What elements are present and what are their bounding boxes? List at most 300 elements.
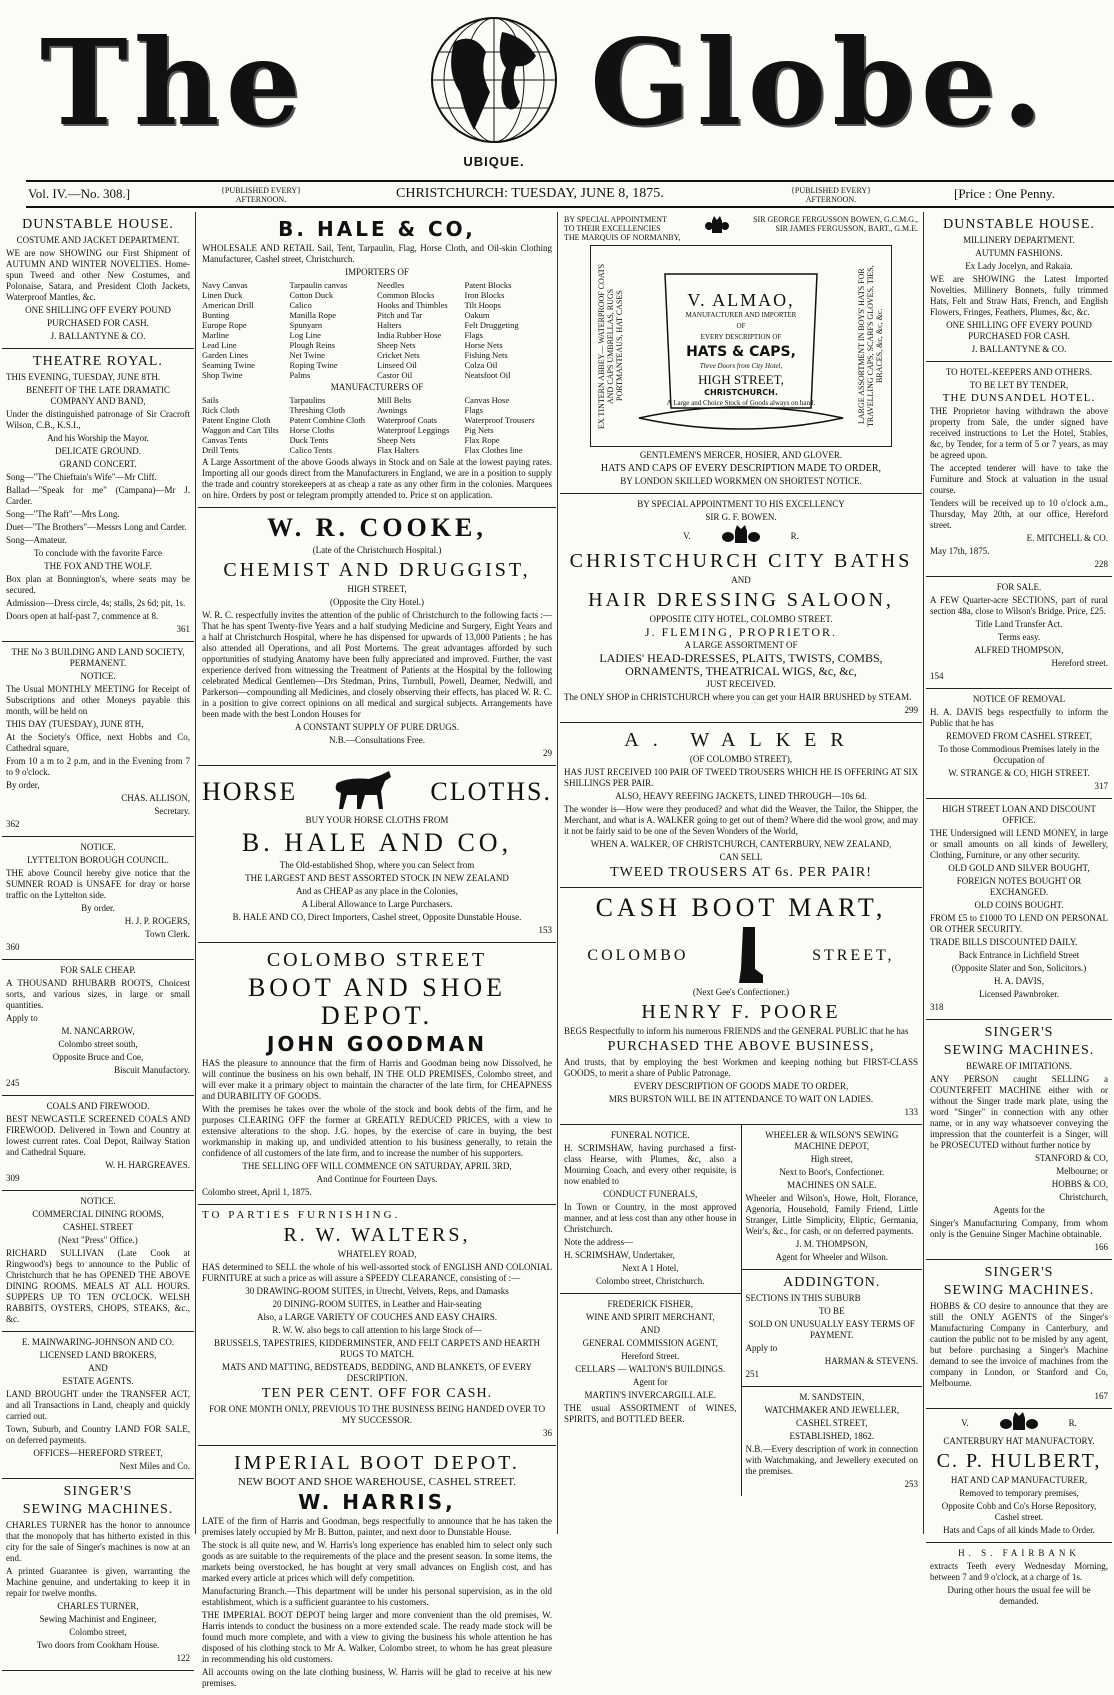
ad-line: STANFORD & CO,: [1034, 1153, 1108, 1163]
column-1: [2, 212, 194, 1663]
ad-signature: J. BALLANTYNE & CO.: [971, 344, 1067, 354]
boot-row: [564, 925, 918, 985]
goods-item: Plough Reins: [289, 340, 336, 350]
city-baths-ad: [560, 494, 922, 723]
ad-line: BY LONDON SKILLED WORKMEN ON SHORTEST NOTICE.: [620, 476, 862, 486]
ad-number: 166: [1094, 1242, 1108, 1252]
ad-title: THEATRE ROYAL.: [33, 354, 163, 369]
ad-title: IMPERIAL BOOT DEPOT.: [234, 1452, 520, 1474]
ad-title: M. SANDSTEIN,: [799, 1392, 865, 1402]
ad-subtitle: JOHN GOODMAN: [266, 1032, 488, 1056]
ad-line: Song—"The Raft"—Mrs Long.: [6, 509, 120, 519]
ad-line: By order.: [81, 903, 115, 913]
funeral-notice-ad: [560, 1125, 741, 1294]
ad-title: CLOTHS.: [430, 776, 552, 806]
ad-subtitle: C. P. HULBERT,: [936, 1450, 1102, 1472]
ad-line: R. W. W. also begs to call attention to his large Stock of—: [272, 1325, 482, 1335]
ad-subtitle: SEWING MACHINES.: [943, 1283, 1095, 1298]
ad-title: SINGER'S: [63, 1484, 133, 1499]
goods-item: Waggon and Cart Tilts: [202, 425, 279, 435]
royal-crest-icon: [721, 525, 761, 547]
ad-title: CANTERBURY HAT MANUFACTORY.: [943, 1436, 1095, 1446]
ad-line: EVERY DESCRIPTION OF: [700, 333, 782, 341]
ad-line: Two doors from Cookham House.: [36, 1640, 160, 1650]
ad-line: Biscuit Manufactory.: [114, 1065, 190, 1075]
ad-line: CAN SELL: [719, 852, 763, 862]
ad-body: A Large Assortment of the above Goods always in Stock and on Sale at the lowest paying rates. Importing all our goods direct from the Manufacturers in England, we are in a position to supply the trade and country storekeepers at as cheap a rate as any other firm in the colonies. Marquees on hire. Orders by post or telegram promptly attended to. Price st on application.: [202, 457, 552, 500]
ad-line: Also, a LARGE VARIETY OF COUCHES AND EASY CHAIRS.: [256, 1312, 498, 1322]
ad-line: FROM £5 to £1000 TO LEND ON PERSONAL OR OTHER SECURITY.: [930, 913, 1108, 934]
lyttelton-council-ad: [2, 837, 194, 960]
ad-line: SIR G. F. BOWEN.: [705, 512, 777, 522]
ad-line: CONDUCT FUNERALS,: [603, 1189, 698, 1199]
goods-item: Waterproof Leggings: [377, 425, 450, 435]
ad-body: The wonder is—How were they produced? and what did the Weaver, the Tailor, the Shipper, the Merchant, and what is A. WALKER going to get out of them? Where did the wool grow, and may it not be fairly said to be one of the Seven Wonders of the World,: [564, 804, 918, 836]
ad-body: SECTIONS IN THIS SUBURB: [745, 1293, 861, 1303]
ad-line: Next Miles and Co.: [119, 1461, 190, 1471]
ad-notice: NOTICE.: [80, 671, 116, 681]
column-rule: [923, 212, 924, 1534]
masthead-title-right: Globe.: [590, 13, 1049, 152]
goods-item: Europe Rope: [202, 320, 247, 330]
ad-line: Agent for: [632, 1377, 668, 1387]
globe-emblem: [424, 12, 564, 172]
ad-line: (Opposite Slater and Son, Solicitors.): [951, 963, 1087, 973]
ad-body: THE Proprietor having withdrawn the above property from Sale, the under signed have received instructions to Let the Hotel, Stables, &c, by Tender, for a term of 5 or 7 years, as may be agreed upon.: [930, 406, 1108, 460]
goods-item: Patent Combine Cloth: [289, 415, 366, 425]
royal-crest-row: [930, 1412, 1108, 1434]
ad-line: HIGH STREET,: [347, 584, 407, 594]
ad-line: MANUFACTURER AND IMPORTER: [685, 311, 797, 319]
ad-line: PURCHASED THE ABOVE BUSINESS,: [607, 1039, 875, 1054]
ad-line: 30 DRAWING-ROOM SUITES, in Utrecht, Velvets, Reps, and Damasks: [245, 1286, 509, 1296]
singer-hobbs-ad: [926, 1260, 1112, 1409]
crest-letter: R.: [1068, 1417, 1077, 1428]
ad-line: (Late of the Christchurch Hospital.): [312, 545, 442, 555]
ad-title: DUNSTABLE HOUSE.: [943, 217, 1095, 232]
ad-title: W. R. COOKE,: [267, 513, 487, 542]
ad-title: THE No 3 BUILDING AND LAND SOCIETY, PERMANENT.: [11, 647, 185, 668]
goods-item: Seaming Twine: [202, 360, 255, 370]
ad-line: ORNAMENTS, THEATRICAL WIGS, &c, &c,: [625, 664, 857, 678]
ad-body: During other hours the usual fee will be demanded.: [947, 1585, 1091, 1606]
hat-text: [649, 290, 833, 409]
masthead-motto: UBIQUE.: [463, 154, 525, 169]
ad-line: COLOMBO: [587, 946, 689, 964]
ad-number: 299: [904, 705, 918, 715]
goods-item: Threshing Cloth: [289, 405, 345, 415]
sandstein-watchmaker-ad: [742, 1387, 923, 1496]
ad-body: The accepted tenderer will have to take the Furniture and Stock at valuation in the usual course.: [930, 463, 1108, 495]
ad-line: Removed to temporary premises,: [959, 1488, 1079, 1498]
ad-line: Admission—Dress circle, 4s; stalls, 2s 6d; pit, 1s.: [6, 598, 186, 608]
goods-item: Garden Lines: [202, 350, 249, 360]
goods-item: Shop Twine: [202, 370, 243, 380]
royal-crest-icon: [999, 1412, 1039, 1434]
goods-item: Horse Nets: [464, 340, 503, 350]
ad-line: 20 DINING-ROOM SUITES, in Leather and Hair-seating: [272, 1299, 482, 1309]
goods-item: Neatsfoot Oil: [464, 370, 511, 380]
ad-line: FOR ONE MONTH ONLY, PREVIOUS TO THE BUSINESS BEING HANDED OVER TO MY SUCCESSOR.: [208, 1404, 546, 1425]
ad-body: N.B.—Every description of work in connection with Watchmaking, and Jewellery executed on the premises.: [745, 1444, 918, 1476]
ad-line: Next A 1 Hotel,: [622, 1263, 679, 1273]
dateline: [26, 180, 1114, 208]
ad-body: In Town or Country, in the most approved manner, and at less cost than any other house in Christchurch.: [564, 1202, 737, 1234]
ad-line: CASHEL STREET,: [796, 1418, 868, 1428]
ad-line: A Liberal Allowance to Large Purchasers.: [301, 899, 453, 909]
goods-item: Sheep Nets: [377, 340, 416, 350]
ad-line: THE LARGEST AND BEST ASSORTED STOCK IN NEW ZEALAND: [245, 873, 509, 883]
ad-line: JUST RECEIVED.: [706, 679, 776, 689]
ad-line: To those Commodious Premises lately in the Occupation of: [938, 744, 1100, 765]
boot-icon: [735, 925, 765, 985]
goods-item: Colza Oil: [464, 360, 498, 370]
ad-line: DELICATE GROUND.: [55, 446, 141, 456]
ad-line: W. STRANGE & CO, HIGH STREET.: [948, 768, 1090, 778]
ad-line: MARTIN'S INVERCARGILL ALE.: [584, 1390, 716, 1400]
ad-body: BEST NEWCASTLE SCREENED COALS AND FIREWOOD. Delivered in Town and Country at lowest current rates. Coal Depot, Railway Station and Cathedral Square.: [6, 1114, 190, 1157]
goods-item: Tarpaulin canvas: [289, 280, 348, 290]
ad-body: LATE of the firm of Harris and Goodman, begs respectfully to announce that he has taken the premises lately occupied by Mr B. Button, painter, and next door to Dunstable House.: [202, 1516, 552, 1537]
ad-body: A printed Guarantee is given, warranting the Machine genuine, and undertaking to keep it in repair for twelve months.: [6, 1566, 190, 1598]
ad-body: Tenders will be received up to 10 o'clock a.m., Thursday, May 20th, at our office, Hereford street.: [930, 498, 1108, 530]
goods-item: Waterproof Trousers: [464, 415, 535, 425]
ad-line: Duet—"The Brothers"—Messrs Long and Carder.: [6, 522, 187, 532]
ad-subtitle: CHEMIST AND DRUGGIST,: [223, 559, 531, 581]
royal-crest-icon: [704, 215, 730, 239]
ad-signature: J. M. THOMPSON,: [795, 1239, 868, 1249]
ad-number: 362: [6, 819, 20, 829]
ad-title: CHRISTCHURCH CITY BATHS: [569, 550, 913, 572]
ad-line: EVERY DESCRIPTION OF GOODS MADE TO ORDER,: [633, 1081, 849, 1091]
ad-signature: ALFRED THOMPSON,: [974, 645, 1064, 655]
ad-line: WATCHMAKER AND JEWELLER,: [764, 1405, 900, 1415]
masthead: [0, 0, 1114, 175]
ad-line: HOBBS & CO,: [1051, 1179, 1108, 1189]
ad-title: LYTTELTON BOROUGH COUNCIL.: [27, 855, 169, 865]
goods-item: Tarpaulins: [289, 395, 326, 405]
ad-title: SINGER'S: [984, 1265, 1054, 1280]
almao-hats-ad: [560, 212, 922, 494]
goods-item: Drill Tents: [202, 445, 239, 455]
loan-office-ad: [926, 799, 1112, 1020]
ad-subtitle: TWEED TROUSERS AT 6s. PER PAIR!: [610, 865, 872, 880]
goods-item: Bunting: [202, 310, 230, 320]
ad-line: TO BE LET BY TENDER,: [969, 380, 1069, 390]
ad-body: With the premises he takes over the whole of the stock and book debts of the firm, and he purposes CLEARING OFF the former at GREATLY REDUCED PRICES, with a view to extensive alterations to the shop. J.G. hopes, by the exercise of care in buying, the best workmanship in making up, and undivided attention to his business generally, to retain the confidence of all customers of the late firm, and to increase the number of his supporters.: [202, 1104, 552, 1158]
goods-item: Navy Canvas: [202, 280, 248, 290]
ad-line: LADIES' HEAD-DRESSES, PLAITS, TWISTS, COMBS,: [599, 651, 883, 665]
column-3: [560, 212, 922, 1534]
ad-line: (Next Gee's Confectioner.): [692, 987, 790, 997]
ad-line: SIR JAMES FERGUSSON, BART., G.M.E.: [775, 224, 918, 233]
dunstable-millinery-ad: [926, 212, 1112, 362]
ad-line: Hereford street.: [1051, 658, 1108, 668]
ad-line: (Next "Press" Office.): [58, 1235, 138, 1245]
ad-number: 29: [543, 748, 552, 758]
appointment-header: [564, 215, 918, 242]
ad-line: Ex Lady Jocelyn, and Rakaia.: [965, 261, 1073, 271]
ad-line: BEWARE OF IMITATIONS.: [965, 1061, 1073, 1071]
ad-title: V. ALMAO,: [687, 290, 795, 310]
goods-item: American Drill: [202, 300, 254, 310]
ad-number: 360: [6, 942, 20, 952]
ad-body: CHARLES TURNER has the honor to announce that the monopoly that has hitherto existed in this city for the sale of Singer's machines is now at an end.: [6, 1520, 190, 1563]
ad-number: 133: [904, 1107, 918, 1117]
ad-line: A LARGE ASSORTMENT OF: [684, 640, 798, 650]
horse-icon: [329, 769, 399, 813]
goods-item: Flax Clothes line: [464, 445, 523, 455]
ad-number: 317: [1094, 781, 1108, 791]
ad-body: The ONLY SHOP in CHRISTCHURCH where you can get your HAIR BRUSHED by STEAM.: [564, 692, 912, 702]
goods-item: India Rubber Hose: [377, 330, 442, 340]
ad-body: LAND BROUGHT under the TRANSFER ACT, and all Transactions in Land, cheaply and quickly carried out.: [6, 1389, 190, 1421]
goods-item: Hooks and Thimbles: [377, 300, 448, 310]
ad-line: WHEN A. WALKER, OF CHRISTCHURCH, CANTERBURY, NEW ZEALAND,: [590, 839, 892, 849]
ad-line: Doors open at half-past 7, commence at 8.: [6, 611, 159, 621]
goods-item: Cricket Nets: [377, 350, 420, 360]
ad-body: HOBBS & CO desire to announce that they are still the ONLY AGENTS of the Singer's Manufacturing Company in Canterbury, and caution the public not to be misled by any agent, but before purchasing a Singer's Machine demand to see the invoice of machines from the company in London, or Stanford and Co, Melbourne.: [930, 1301, 1108, 1388]
crest-letter: V.: [683, 530, 691, 541]
fairbank-dentist-ad: [926, 1543, 1112, 1613]
ad-title: COMMERCIAL DINING ROOMS,: [32, 1209, 164, 1219]
ad-line: Song—"The Chieftain's Wife"—Mr Cliff.: [6, 472, 157, 482]
ad-number: 122: [176, 1653, 190, 1663]
ad-line: (OF COLOMBO STREET),: [689, 754, 793, 764]
ad-line: CASHEL STREET: [63, 1222, 133, 1232]
ad-line: MRS BURSTON WILL BE IN ATTENDANCE TO WAIT ON LADIES.: [608, 1094, 874, 1104]
dining-rooms-ad: [2, 1191, 194, 1332]
ad-title: SINGER'S: [984, 1025, 1054, 1040]
ad-title: COLOMBO STREET: [266, 949, 488, 971]
ad-line: SIR GEORGE FERGUSSON BOWEN, G.C.M.G.,: [753, 215, 918, 224]
goods-item: Castor Oil: [377, 370, 413, 380]
column-2: [198, 212, 556, 1688]
ad-line: Colombo street south,: [58, 1039, 138, 1049]
ad-line: Apply to: [6, 1013, 38, 1023]
ad-signature: E. MITCHELL & CO.: [1026, 533, 1108, 543]
ad-line: AUTUMN FASHIONS.: [975, 248, 1063, 258]
ad-signature: M. NANCARROW,: [61, 1026, 135, 1036]
ad-title: FOR SALE.: [996, 582, 1042, 592]
ad-line: GENTLEMEN'S MERCER, HOSIER, AND GLOVER.: [639, 450, 843, 460]
ad-title: H. S. FAIRBANK: [958, 1548, 1080, 1558]
wheeler-wilson-ad: [742, 1125, 923, 1270]
goods-item: Common Blocks: [377, 290, 435, 300]
goods-item: Manilla Rope: [289, 310, 337, 320]
ad-body: THE IMPERIAL BOOT DEPOT being larger and more convenient than the old premises, W. Harris intends to conduct the business on a more extended scale. The ready made stock will be found much more complete, and with a view to giving the business his whole attention he has disposed of his clothing stock to Mr A. Walker, Colombo street, to whom he has great pleasure in recommending his old customers.: [202, 1610, 552, 1664]
ad-line: GRAND CONCERT.: [59, 459, 137, 469]
crest-letter: R.: [790, 530, 799, 541]
goods-item: Flax Rope: [464, 435, 500, 445]
ad-line: Ballad—"Speak for me" (Campana)—Mr J. Carder.: [6, 485, 190, 506]
column-rule: [557, 212, 558, 1534]
ad-body: THE usual ASSORTMENT of WINES, SPIRITS, and BOTTLED BEER.: [564, 1403, 737, 1424]
ad-role: Sewing Machinist and Engineer,: [39, 1614, 157, 1624]
ad-line: A CONSTANT SUPPLY OF PURE DRUGS.: [295, 722, 459, 732]
ad-line: BENEFIT OF THE LATE DRAMATIC COMPANY AND BAND,: [26, 385, 170, 406]
globe-icon: [424, 12, 564, 152]
ad-line: OLD COINS BOUGHT.: [974, 900, 1064, 910]
ad-line: ESTATE AGENTS.: [62, 1376, 134, 1386]
ad-notice: NOTICE.: [80, 842, 116, 852]
goods-item: Flags: [464, 330, 483, 340]
goods-item: Waterproof Coats: [377, 415, 437, 425]
ad-signature: W. H. HARGREAVES.: [105, 1160, 190, 1170]
ad-subtitle: HATS & CAPS,: [686, 344, 796, 360]
ad-title: HAIR DRESSING SALOON,: [588, 589, 894, 611]
ad-body: A FEW Quarter-acre SECTIONS, part of rural section 48a, close to Wilson's Bridge. Price, £25.: [930, 595, 1108, 616]
ad-title: ADDINGTON.: [783, 1275, 881, 1290]
manufactured-goods-list: [202, 395, 552, 455]
column-4: [926, 212, 1112, 1606]
ad-number: 361: [176, 624, 190, 634]
ad-line: Colombo street, April 1, 1875.: [202, 1187, 312, 1197]
ad-line: Hats and Caps of all kinds Made to Order.: [943, 1525, 1095, 1535]
ad-subtitle: SEWING MACHINES.: [22, 1502, 174, 1517]
goods-item: Linseed Oil: [377, 360, 417, 370]
harris-boot-ad: [198, 1446, 556, 1695]
ad-line: OPPOSITE CITY HOTEL, COLOMBO STREET.: [649, 614, 833, 624]
ad-line: WHATELEY ROAD,: [337, 1249, 417, 1259]
ad-line: By order,: [6, 780, 40, 790]
ad-signature: J. BALLANTYNE & CO.: [50, 331, 146, 341]
ad-subtitle: COSTUME AND JACKET DEPARTMENT.: [16, 235, 180, 245]
ad-subtitle: THE DUNSANDEL HOTEL.: [942, 392, 1096, 404]
ad-body: RICHARD SULLIVAN (Late Cook at Ringwood's) begs to announce to the Public of Christchurch that he has OPENED THE ABOVE DINING ROOMS. MEALS AT ALL HOURS. SUPPERS UP TO TEN O'CLOCK. WELSH RABBITS, OYSTERS, CHOPS, STEAKS, &c., &c.: [6, 1248, 190, 1324]
ad-title: FUNERAL NOTICE.: [610, 1130, 690, 1140]
goods-item: Log Line: [289, 330, 321, 340]
ad-line: The Old-established Shop, where you can Select from: [279, 860, 475, 870]
goods-item: Lead Line: [202, 340, 237, 350]
ad-subtitle: IMPORTERS OF: [345, 267, 409, 277]
goods-item: Linen Duck: [202, 290, 243, 300]
ad-line: AND: [88, 1363, 108, 1373]
goodman-boot-ad: [198, 943, 556, 1205]
volume-number: Vol. IV.—No. 308.]: [28, 186, 131, 201]
ad-subtitle: HENRY F. POORE: [641, 1001, 841, 1023]
column-rule: [195, 212, 196, 1534]
ad-line: And as CHEAP as any place in the Colonies,: [296, 886, 458, 896]
ad-title: FOR SALE CHEAP.: [60, 965, 136, 975]
ad-line: FOREIGN NOTES BOUGHT OR EXCHANGED.: [956, 876, 1082, 897]
goods-item: Sheep Nets: [377, 435, 416, 445]
top-hat-box: [590, 245, 892, 447]
ad-line: ONE SHILLING OFF EVERY POUND: [25, 305, 171, 315]
ad-body: And trusts, that by employing the best Workmen and keeping nothing but FIRST-CLASS GOODS, to merit a share of Public Patronage.: [564, 1057, 918, 1078]
goods-item: Rick Cloth: [202, 405, 240, 415]
ad-line: Opposite Cobb and Co's Horse Repository, Cashel street.: [941, 1501, 1097, 1522]
ad-line: THE FOX AND THE WOLF.: [44, 561, 152, 571]
ad-line: REMOVED FROM CASHEL STREET,: [945, 731, 1092, 741]
coals-firewood-ad: [2, 1096, 194, 1191]
ad-body: WE are now SHOWING our First Shipment of AUTUMN AND WINTER NOVELTIES. Home-spun Tweed and other New Costumes, and Polonaise, Satara, and President Cloth Jackets, Waterproof Mantles, &c.: [6, 248, 190, 302]
ad-line: Colombo street, Christchurch.: [596, 1276, 705, 1286]
ad-number: 36: [543, 1428, 552, 1438]
published-right: {PUBLISHED EVERY} AFTERNOON.: [791, 186, 871, 204]
ad-body: THE above Council hereby give notice that the SUMNER ROAD is UNSAFE for dray or horse traffic on the Lyttelton side.: [6, 868, 190, 900]
horse-cloths-header: [202, 769, 552, 813]
ad-line: N.B.—Consultations Free.: [329, 735, 425, 745]
ad-role: Town Clerk.: [145, 929, 190, 939]
ad-signature: H. SCRIMSHAW, Undertaker,: [564, 1250, 675, 1260]
ad-title: TO HOTEL-KEEPERS AND OTHERS.: [945, 367, 1093, 377]
goods-item: Iron Blocks: [464, 290, 505, 300]
lower-left: [560, 1125, 741, 1496]
ad-body: Town, Suburb, and Country LAND FOR SALE, on deferred payments.: [6, 1424, 190, 1445]
ad-body: THE Undersigned will LEND MONEY, in large or small amounts on all kinds of Jewellery, Clothing, Furniture, or any other security.: [930, 828, 1108, 860]
removal-notice-ad: [926, 689, 1112, 799]
ad-signature: HARMAN & STEVENS.: [824, 1356, 918, 1366]
ad-line: CELLARS — WALTON'S BUILDINGS.: [575, 1364, 726, 1374]
ad-body: Manufacturing Branch.—This department will be under his personal supervision, as in the old establishment, which is a sufficient guarantee to his customers.: [202, 1586, 552, 1607]
ad-body: HAS JUST RECEIVED 100 PAIR OF TWEED TROUSERS WHICH HE IS OFFERING AT SIX SHILLINGS PER PAIR.: [564, 767, 918, 788]
ad-title: FREDERICK FISHER,: [607, 1299, 693, 1309]
dunsandel-hotel-ad: [926, 362, 1112, 577]
cooke-chemist-ad: [198, 508, 556, 766]
ad-title: HORSE: [202, 776, 298, 806]
ad-body: H. A. DAVIS begs respectfully to inform the Public that he has: [930, 707, 1108, 728]
walker-trousers-ad: [560, 723, 922, 888]
ad-body: ANY PERSON caught SELLING a COUNTERFEIT MACHINE either with or without the Singer trade mark plate, using the word "Singer" in connection with any other name, or in any way whatsoever conveying the impression that the counterfeit is a Singer, will be PROSECUTED without further notice by: [930, 1074, 1108, 1150]
price: [Price : One Penny.: [954, 186, 1055, 201]
fisher-wine-ad: [560, 1294, 741, 1431]
ad-body: H. SCRIMSHAW, having purchased a first-class Hearse, with Plumes, &c, also a Mourning Coach, and every other requisite, is now enabled to: [564, 1143, 737, 1186]
ad-number: 251: [745, 1369, 759, 1379]
ad-number: 253: [904, 1479, 918, 1489]
ad-line: BY SPECIAL APPOINTMENT TO HIS EXCELLENCY: [637, 499, 845, 509]
ad-body: HAS the pleasure to announce that the firm of Harris and Goodman being now Dissolved, he will continue the business on his own behalf, IN THE OLD PREMISES, Colombo street, and will ever make it a primary object to maintain the character of the late firm, for CHEAPNESS and DURABILITY OF GOODS.: [202, 1058, 552, 1101]
ad-line: To conclude with the favorite Farce: [33, 548, 163, 558]
goods-item: Fishing Nets: [464, 350, 508, 360]
goods-item: Calico: [289, 300, 312, 310]
ad-line: HAT AND CAP MANUFACTURER,: [950, 1475, 1088, 1485]
ad-line: Next to Boot's, Confectioner.: [779, 1167, 885, 1177]
ad-title: COALS AND FIREWOOD.: [46, 1101, 150, 1111]
goods-item: Calico Tents: [289, 445, 332, 455]
ad-line: AND: [640, 1325, 660, 1335]
ad-body: BEGS Respectfully to inform his numerous FRIENDS and the GENERAL PUBLIC that he has: [564, 1026, 909, 1036]
ad-line: Song—Amateur.: [6, 535, 67, 545]
ad-line: TRADE BILLS DISCOUNTED DAILY.: [930, 937, 1078, 947]
lower-right: [741, 1125, 923, 1496]
goods-item: Roping Twine: [289, 360, 338, 370]
ad-line: Back Entrance in Lichfield Street: [958, 950, 1080, 960]
goods-item: Halters: [377, 320, 402, 330]
goods-item: Oakum: [464, 310, 490, 320]
ad-subtitle: SEWING MACHINES.: [943, 1043, 1095, 1058]
ad-line: Hereford Street.: [621, 1351, 680, 1361]
ad-line: ONE SHILLING OFF EVERY POUND PURCHASED FOR CASH.: [946, 320, 1092, 341]
goods-item: Mill Belts: [377, 395, 412, 405]
goods-item: Tilt Hoops: [464, 300, 501, 310]
ad-line: HIGH STREET,: [698, 372, 784, 387]
addington-sections-ad: [742, 1270, 923, 1387]
goods-item: Pig Nets: [464, 425, 494, 435]
ad-line: OLD GOLD AND SILVER BOUGHT,: [948, 863, 1090, 873]
ad-body: All accounts owing on the late clothing business, W. Harris will be glad to receive at his new premises.: [202, 1667, 552, 1688]
ad-line: MACHINES ON SALE.: [787, 1180, 877, 1190]
ad-line: Terms easy.: [997, 632, 1041, 642]
column-3-lower: [560, 1125, 922, 1496]
ad-line: (Opposite the City Hotel.): [330, 597, 424, 607]
ad-signature: CHAS. ALLISON,: [121, 793, 190, 803]
building-society-ad: [2, 642, 194, 837]
hale-wholesale-ad: [198, 212, 556, 508]
theatre-royal-ad: [2, 349, 194, 642]
ad-line: STREET,: [812, 946, 895, 964]
ad-body: WHOLESALE AND RETAIL Sail, Tent, Tarpaulin, Flag, Horse Cloth, and Oil-skin Clothing Manufacturer, Cashel street, Christchurch.: [202, 243, 552, 264]
